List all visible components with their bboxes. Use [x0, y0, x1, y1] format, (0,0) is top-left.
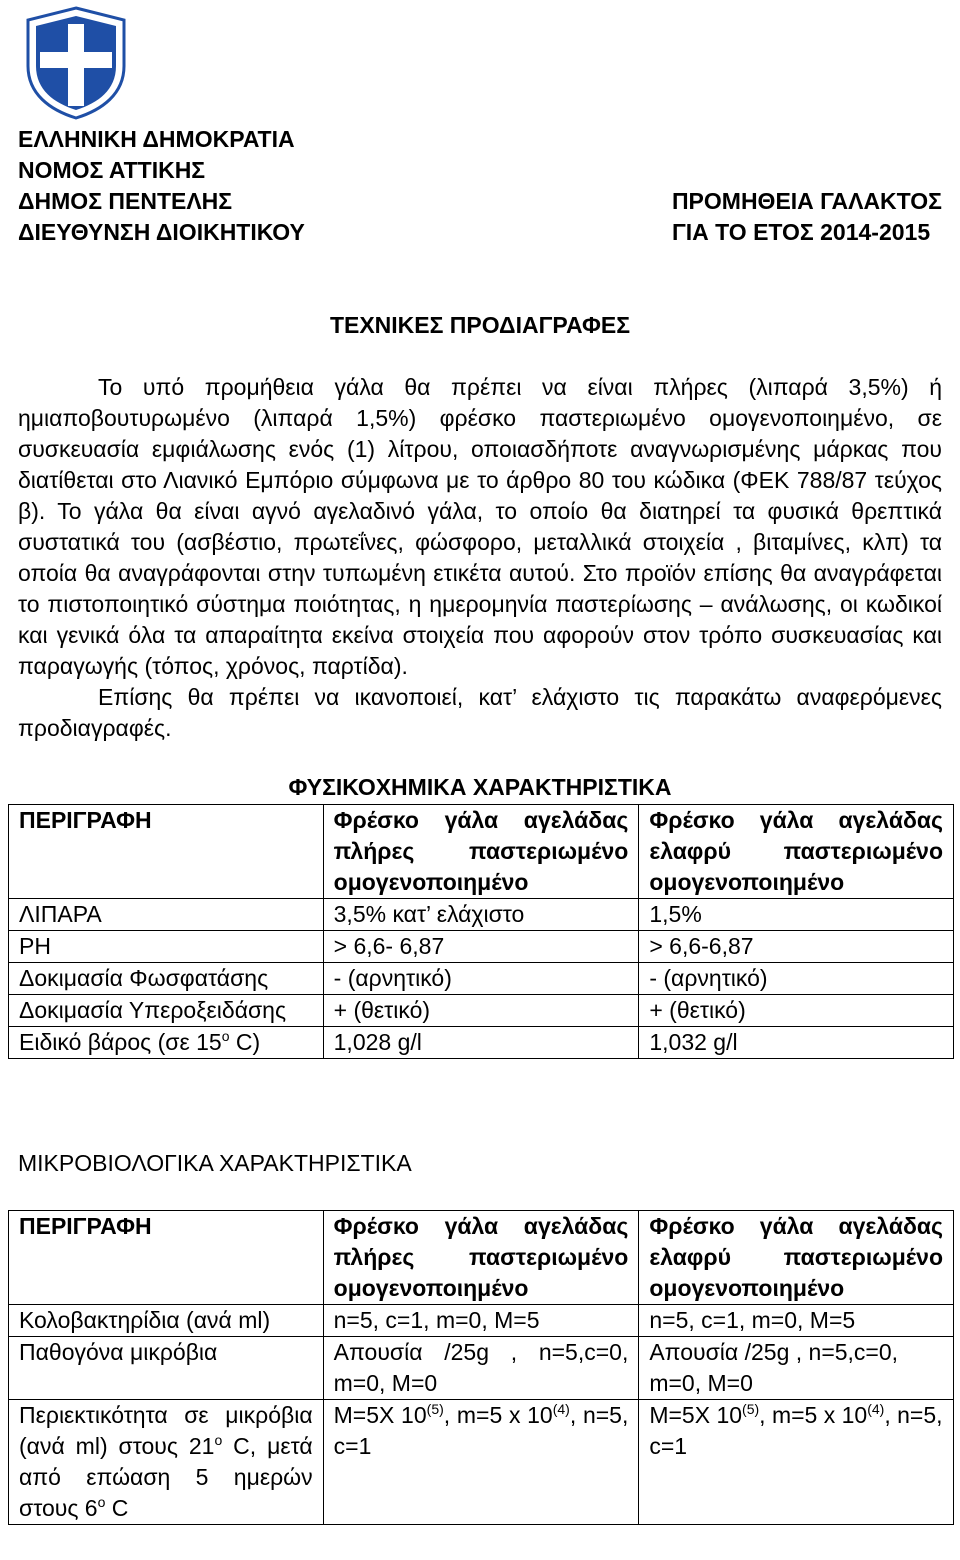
cell-text: , n=5, c=1	[333, 1402, 629, 1459]
cell-text: M=5X 10	[649, 1402, 743, 1428]
micro-section-title: ΜΙΚΡΟΒΙΟΛΟΓΙΚΑ ΧΑΡΑΚΤΗΡΙΣΤΙΚΑ	[18, 1150, 412, 1176]
header-cell: Φρέσκο γάλα αγελάδας πλήρες παστεριωμένο ομογενοποιημένο	[323, 805, 639, 899]
table-row	[9, 1305, 954, 1337]
superscript: (4)	[552, 1401, 570, 1417]
cell-text: , m=5 x 10	[443, 1402, 553, 1428]
table-cell: 1,028 g/l	[323, 1027, 639, 1059]
table-cell	[639, 1400, 954, 1525]
table-row	[9, 1400, 954, 1525]
table-cell	[323, 1400, 639, 1525]
table-cell: - (αρνητικό)	[639, 963, 954, 995]
table-cell: + (θετικό)	[323, 995, 639, 1027]
issuer-block	[18, 124, 305, 248]
cell-text: Ειδικό βάρος (σε 15	[19, 1029, 222, 1055]
cell-text: C	[105, 1495, 129, 1521]
table-header-row	[9, 1211, 954, 1305]
physchem-table	[8, 804, 954, 1059]
table-cell	[9, 1027, 324, 1059]
superscript: (5)	[742, 1401, 760, 1417]
table-cell: Απουσία /25g , n=5,c=0, m=0, M=0	[639, 1337, 954, 1400]
table-header-row	[9, 805, 954, 899]
cell-text: , m=5 x 10	[759, 1402, 868, 1428]
intro-text	[18, 372, 942, 744]
table-cell	[9, 1400, 324, 1525]
cell-text: M=5X 10	[333, 1402, 427, 1428]
header-cell: Φρέσκο γάλα αγελάδας ελαφρύ παστεριωμένο ομογενοποιημένο	[639, 805, 954, 899]
table-row	[9, 931, 954, 963]
issuer-line: ΔΗΜΟΣ ΠΕΝΤΕΛΗΣ	[18, 188, 233, 214]
issuer-line: ΝΟΜΟΣ ΑΤΤΙΚΗΣ	[18, 157, 206, 183]
table-row	[9, 1027, 954, 1059]
table-cell: - (αρνητικό)	[323, 963, 639, 995]
table-cell: Δοκιμασία Φωσφατάσης	[9, 963, 324, 995]
header-cell: Φρέσκο γάλα αγελάδας πλήρες παστεριωμένο ομογενοποιημένο	[323, 1211, 639, 1305]
physchem-section-title: ΦΥΣΙΚΟΧΗΜΙΚΑ ΧΑΡΑΚΤΗΡΙΣΤΙΚΑ	[288, 774, 672, 800]
page-title: ΤΕΧΝΙΚΕΣ ΠΡΟΔΙΑΓΡΑΦΕΣ	[329, 312, 631, 338]
table-cell: Δοκιμασία Υπεροξειδάσης	[9, 995, 324, 1027]
superscript: o	[97, 1494, 106, 1510]
cell-text: , n=5, c=1	[649, 1402, 943, 1459]
table-cell: Κολοβακτηρίδια (ανά ml)	[9, 1305, 324, 1337]
issuer-line: ΔΙΕΥΘΥΝΣΗ ΔΙΟΙΚΗΤΙΚΟΥ	[18, 219, 305, 245]
table-cell: 3,5% κατ’ ελάχιστο	[323, 899, 639, 931]
table-row	[9, 963, 954, 995]
table-cell: Απουσία /25g , n=5,c=0, m=0, M=0	[323, 1337, 639, 1400]
table-row	[9, 995, 954, 1027]
table-cell: + (θετικό)	[639, 995, 954, 1027]
superscript: o	[214, 1432, 223, 1448]
table-row	[9, 899, 954, 931]
micro-table	[8, 1210, 954, 1525]
header-cell: Φρέσκο γάλα αγελάδας ελαφρύ παστεριωμένο ομογενοποιημένο	[639, 1211, 954, 1305]
table-cell: > 6,6- 6,87	[323, 931, 639, 963]
superscript: (4)	[867, 1401, 885, 1417]
header-cell: ΠΕΡΙΓΡΑΦΗ	[9, 1211, 324, 1305]
subject-line: ΠΡΟΜΗΘΕΙΑ ΓΑΛΑΚΤΟΣ	[671, 188, 942, 214]
table-cell: n=5, c=1, m=0, M=5	[639, 1305, 954, 1337]
table-cell: PH	[9, 931, 324, 963]
cell-text: C, μετά από επώαση 5 ημερών στους 6	[19, 1433, 313, 1521]
table-cell: > 6,6-6,87	[639, 931, 954, 963]
subject-line: ΓΙΑ ΤΟ ΕΤΟΣ 2014-2015	[671, 219, 931, 245]
table-cell: Παθογόνα μικρόβια	[9, 1337, 324, 1400]
superscript: ο	[221, 1028, 230, 1044]
table-cell: 1,032 g/l	[639, 1027, 954, 1059]
greek-coat-of-arms-icon	[16, 2, 136, 122]
subject-block	[672, 186, 942, 248]
table-cell: ΛΙΠΑΡΑ	[9, 899, 324, 931]
header-cell: ΠΕΡΙΓΡΑΦΗ	[9, 805, 324, 899]
cell-text: C)	[229, 1029, 261, 1055]
intro-paragraph: Επίσης θα πρέπει να ικανοποιεί, κατ’ ελάχιστο τις παρακάτω αναφερόμενες προδιαγραφές.	[18, 684, 942, 741]
table-cell: n=5, c=1, m=0, M=5	[323, 1305, 639, 1337]
table-cell: 1,5%	[639, 899, 954, 931]
issuer-line: ΕΛΛΗΝΙΚΗ ΔΗΜΟΚΡΑΤΙΑ	[18, 126, 295, 152]
superscript: (5)	[426, 1401, 444, 1417]
table-row	[9, 1337, 954, 1400]
intro-paragraph: Το υπό προμήθεια γάλα θα πρέπει να είναι πλήρες (λιπαρά 3,5%) ή ημιαποβουτυρωμένο (λιπαρά 1,5%) φρέσκο παστεριωμένο ομογενοποιημένο, σε συσκευασία εμφιάλωσης ενός (1) λίτρου, οποιασδήποτε αναγνωρισμένης μάρκας που διατίθεται στο Λιανικό Εμπόριο σύμφωνα με το άρθρο 80 του κώδικα (ΦΕΚ 788/87 τεύχος β). Το γάλα θα είναι αγνό αγελαδινό γάλα, το οποίο θα διατηρεί τα φυσικά θρεπτικά συστατικά του (ασβέστιο, πρωτεΐνες, φώσφορο, μεταλλικά στοιχεία , βιταμίνες, κλπ) τα οποία θα αναγράφονται στην τυπωμένη ετικέτα αυτού. Στο προϊόν επίσης θα αναγράφεται το πιστοποιητικό σύστημα ποιότητας, η ημερομηνία παστερίωσης – ανάλωσης, οι κωδικοί και γενικά όλα τα απαραίτητα εκείνα στοιχεία που αφορούν στον τρόπο συσκευασίας και παραγωγής (τόπος, χρόνος, παρτίδα).	[18, 374, 942, 679]
cell-text: Περιεκτικότητα σε μικρόβια (ανά ml) στους 21	[19, 1402, 313, 1459]
